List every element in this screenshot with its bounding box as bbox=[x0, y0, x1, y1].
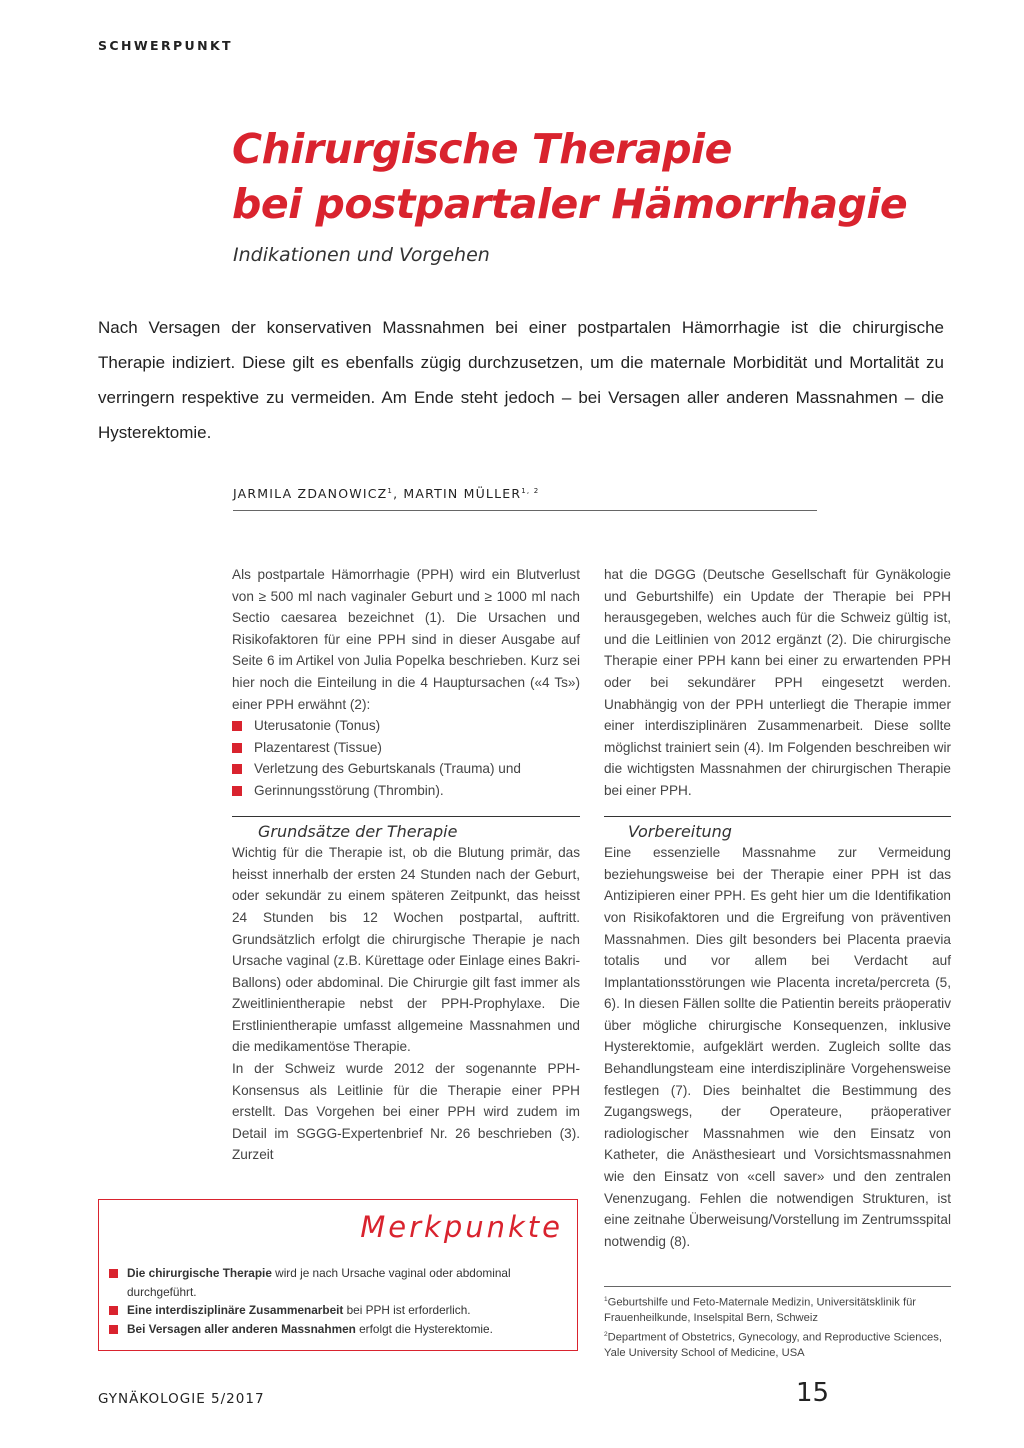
bullet-square-icon bbox=[232, 721, 242, 731]
section-heading-grundsaetze: Grundsätze der Therapie bbox=[258, 821, 458, 841]
footnote-text: Department of Obstetrics, Gynecology, and Reproductive Sciences, Yale University School of Medicine, USA bbox=[604, 1331, 942, 1359]
author-2-affiliation: 1, 2 bbox=[521, 486, 540, 495]
body-paragraph: hat die DGGG (Deutsche Gesellschaft für Gynäkologie und Geburtshilfe) ein Update der Therapie bei PPH herausgegeben, welches auch für die Schweiz gültig ist, und die Leitlinien von 2012 ergänzt (2). Die chirurgische Therapie einer PPH kann bei einer zu erwartenden PPH oder bei sekundärer PPH eingesetzt werden. Unabhängig von der PPH unterliegt die Therapie immer einer interdisziplinären Zusammenarbeit. Diese sollte möglichst trainiert sein (4). Im Folgenden beschreiben wir die wichtigsten Massnahmen der chirurgischen Therapie bei einer PPH. bbox=[604, 567, 951, 798]
list-item bbox=[109, 1320, 549, 1339]
article-title bbox=[232, 122, 907, 232]
author-separator: , bbox=[393, 486, 404, 501]
key-point-text: bei PPH ist erforderlich. bbox=[343, 1303, 471, 1317]
title-line-2: bei postpartaler Hämorrhagie bbox=[232, 180, 908, 228]
list-item-text: Plazentarest (Tissue) bbox=[254, 739, 382, 755]
key-point-text: erfolgt die Hysterektomie. bbox=[355, 1321, 493, 1336]
bullet-square-icon bbox=[109, 1325, 118, 1334]
merkpunkte-title: Merkpunkte bbox=[360, 1210, 563, 1244]
list-item bbox=[232, 737, 580, 759]
list-item-text: Gerinnungsstörung (Thrombin). bbox=[254, 782, 444, 798]
lead-paragraph: Nach Versagen der konservativen Massnahmen bei einer postpartalen Hämorrhagie ist die chirurgische Therapie indiziert. Diese gilt es ebenfalls zügig durchzusetzen, um die maternale Morbidität und Mortalität zu verringern respektive zu vermeiden. Am Ende steht jedoch – bei Versagen aller anderen Massnahmen – die Hysterektomie. bbox=[98, 318, 944, 442]
footnote-number: 1 bbox=[604, 1296, 608, 1303]
key-point-bold: Bei Versagen aller anderen Massnahmen bbox=[127, 1321, 356, 1336]
author-2: MARTIN MÜLLER bbox=[403, 486, 522, 501]
author-1-affiliation: 1 bbox=[387, 486, 394, 495]
key-point-text: wird je nach Ursache vaginal oder abdominal durchgeführt. bbox=[127, 1266, 511, 1299]
list-item bbox=[232, 780, 580, 802]
body-paragraph: Wichtig für die Therapie ist, ob die Blutung primär, das heisst innerhalb der ersten 24 Stunden nach der Geburt, oder sekundär zu einem späteren Zeitpunkt, das heisst 24 Stunden bis 12 Wochen postpartal, auftritt. Grundsätzlich erfolgt die chirurgische Therapie je nach Ursache vaginal (z.B. Kürettage oder Einlage eines Bakri-Ballons) oder abdominal. Die Chirurgie gilt fast immer als Zweitlinientherapie nebst der PPH-Prophylaxe. Die Erstlinientherapie umfasst allgemeine Massnahmen und die medikamentöse Therapie. bbox=[232, 845, 580, 1055]
footnote-text: Geburtshilfe und Feto-Maternale Medizin, Universitätsklinik für Frauenheilkunde, Inselspital Bern, Schweiz bbox=[604, 1296, 917, 1325]
footnote bbox=[604, 1292, 951, 1327]
column-left bbox=[232, 564, 580, 1166]
body-paragraph: In der Schweiz wurde 2012 der sogenannte PPH-Konsensus als Leitlinie für die Therapie einer PPH erstellt. Das Vorgehen bei einer PPH wird zudem im Detail im SGGG-Expertenbrief Nr. 26 beschrieben (3). Zurzeit bbox=[232, 1061, 580, 1163]
bullet-square-icon bbox=[109, 1269, 118, 1278]
section-label: SCHWERPUNKT bbox=[98, 38, 233, 53]
article-subtitle: Indikationen und Vorgehen bbox=[233, 244, 490, 266]
page-number: 15 bbox=[796, 1378, 830, 1408]
intro-paragraph: Als postpartale Hämorrhagie (PPH) wird ein Blutverlust von ≥ 500 ml nach vaginaler Geburt und ≥ 1000 ml nach Sectio caesarea bezeichnet (1). Die Ursachen und Risikofaktoren für eine PPH sind in dieser Ausgabe auf Seite 6 im Artikel von Julia Popelka beschrieben. Kurz sei hier noch die Einteilung in die 4 Hauptursachen («4 Ts») einer PPH erwähnt (2): bbox=[232, 567, 580, 712]
bullet-square-icon bbox=[232, 786, 242, 796]
footnote-rule bbox=[604, 1286, 951, 1287]
merkpunkte-list bbox=[109, 1264, 549, 1338]
list-item-text: Verletzung des Geburtskanals (Trauma) und bbox=[254, 761, 521, 777]
list-item bbox=[109, 1264, 549, 1301]
bullet-square-icon bbox=[232, 764, 242, 774]
section-heading-vorbereitung: Vorbereitung bbox=[628, 821, 732, 841]
list-item bbox=[232, 715, 580, 737]
list-item bbox=[232, 758, 580, 780]
list-item bbox=[109, 1301, 549, 1320]
footnote bbox=[604, 1327, 951, 1362]
list-item-text: Uterusatonie (Tonus) bbox=[254, 718, 381, 734]
causes-list bbox=[232, 715, 580, 801]
merkpunkte-box bbox=[98, 1199, 578, 1351]
bullet-square-icon bbox=[232, 743, 242, 753]
author-1: JARMILA ZDANOWICZ bbox=[233, 486, 388, 501]
title-line-1: Chirurgische Therapie bbox=[232, 125, 732, 173]
key-point-bold: Die chirurgische Therapie bbox=[127, 1266, 272, 1280]
footnote-number: 2 bbox=[604, 1330, 608, 1338]
author-divider bbox=[233, 510, 817, 511]
body-paragraph: Eine essenzielle Massnahme zur Vermeidung beziehungsweise bei der Therapie einer PPH ist das Antizipieren einer PPH. Es geht hier um die Identifikation von Risikofaktoren und die Ergreifung von präventiven Massnahmen. Dies gilt besonders bei Placenta praevia totalis und vor allem bei Verdacht auf Implantationsstörungen wie Placenta increta/percreta (5, 6). In diesen Fällen sollte die Patientin bereits präoperativ über mögliche chirurgische Konsequenzen, inklusive Hysterektomie, aufgeklärt werden. Zugleich sollte das Behandlungsteam eine interdisziplinäre Vorgehensweise festlegen (7). Dies beinhaltet die Bestimmung des Zugangswegs, der Operateure, präoperativer radiologischer Massnahmen wie den Einsatz von Katheter, die Anästhesieart und Vorsichtsmassnahmen wie den Einsatz von «cell saver» und den zentralen Venenzugang. Fehlen die notwendigen Strukturen, ist eine zeitnahe Überweisung/Vorstellung im Zentrumsspital notwendig (8). bbox=[604, 845, 951, 1249]
footnotes bbox=[604, 1292, 951, 1361]
bullet-square-icon bbox=[109, 1306, 118, 1315]
section-rule bbox=[232, 816, 580, 817]
key-point-bold: Eine interdisziplinäre Zusammenarbeit bbox=[127, 1303, 344, 1317]
journal-issue: GYNÄKOLOGIE 5/2017 bbox=[98, 1391, 265, 1407]
author-line bbox=[233, 486, 539, 501]
column-right bbox=[604, 564, 951, 1252]
section-rule bbox=[604, 816, 951, 817]
